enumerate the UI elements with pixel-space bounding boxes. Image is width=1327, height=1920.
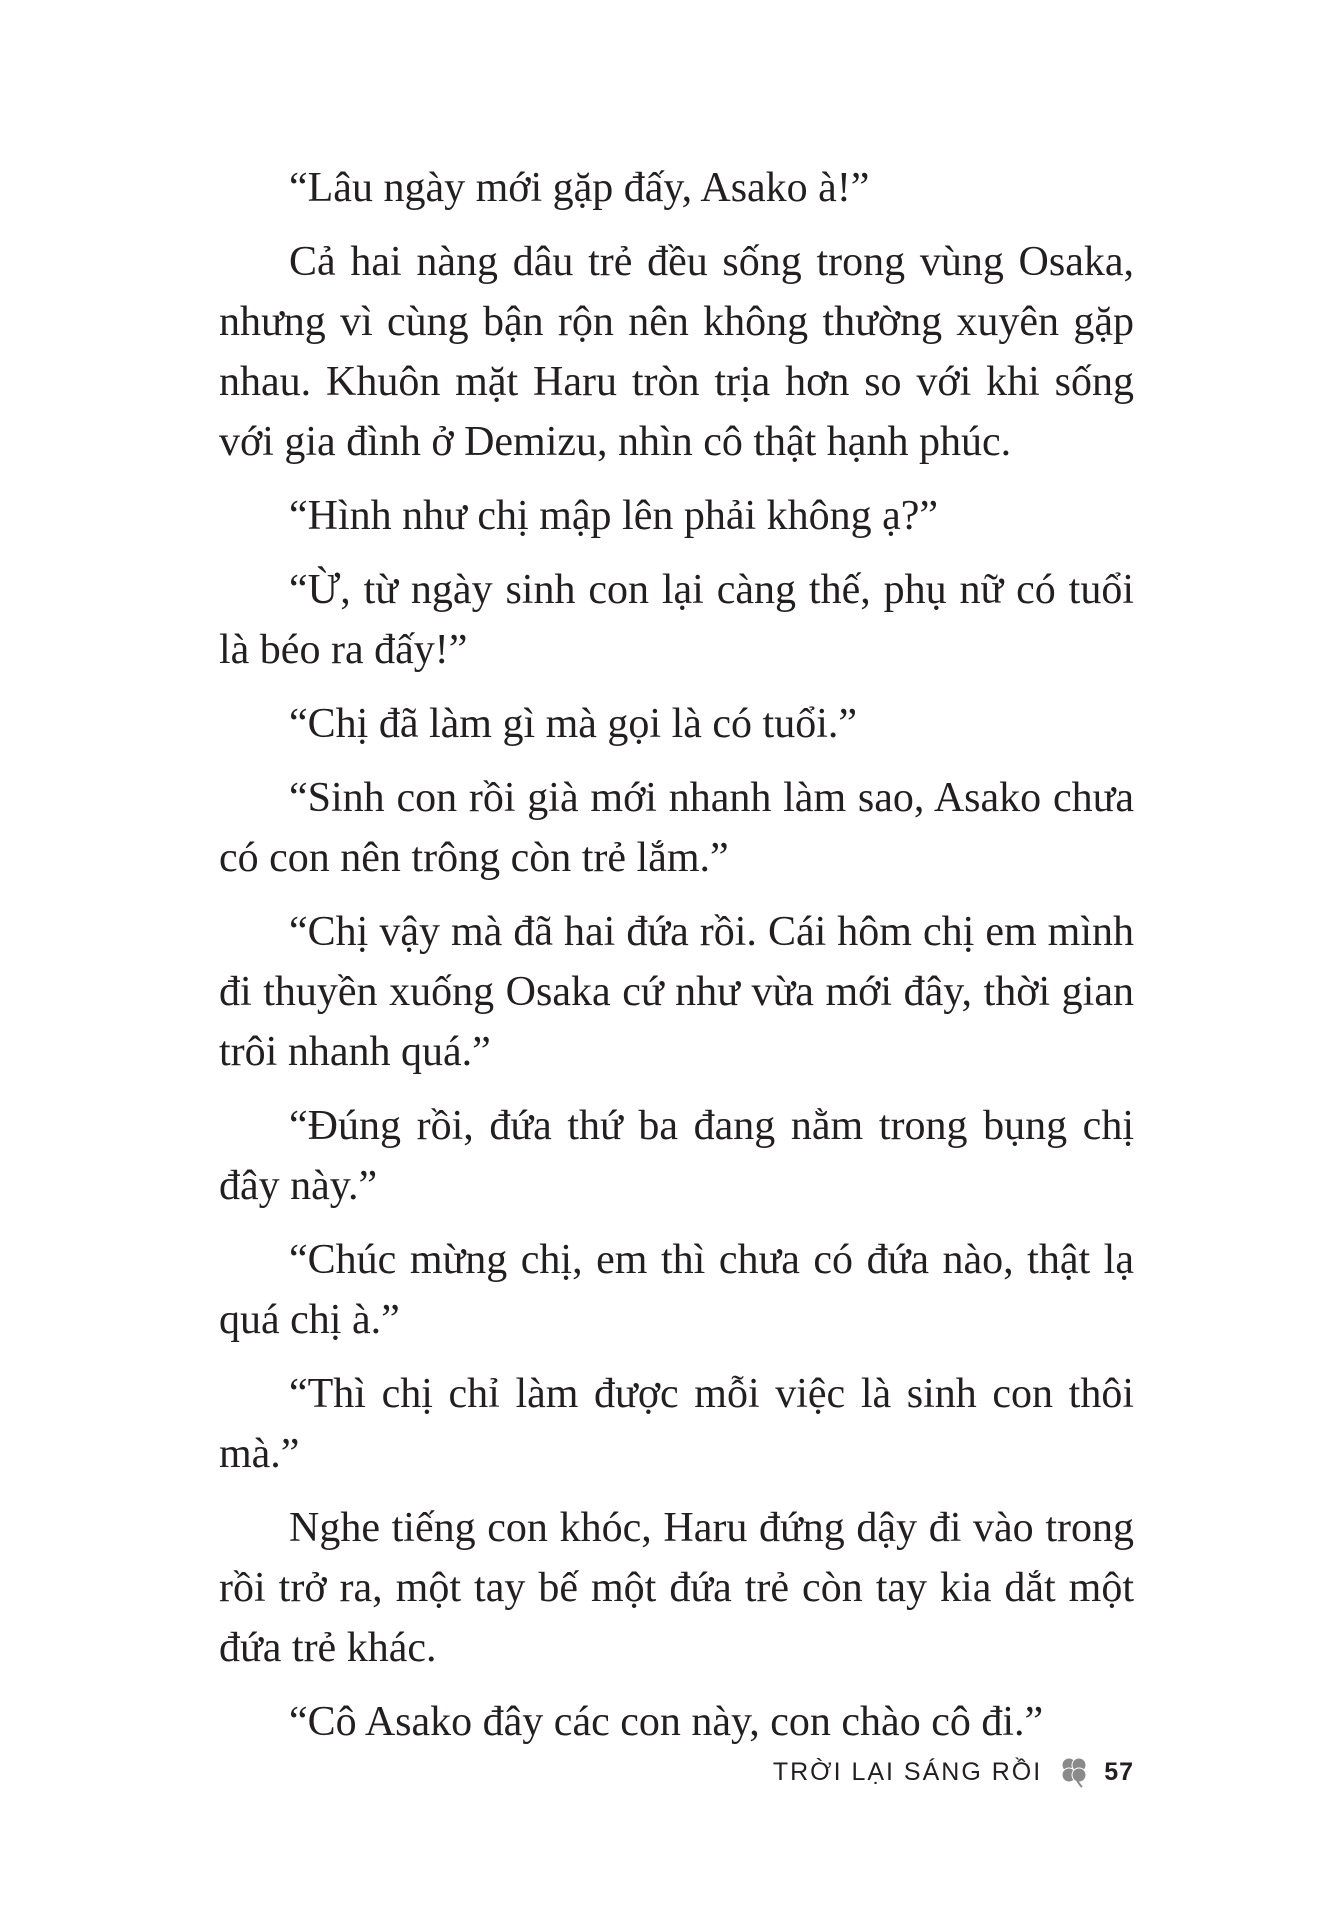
paragraph: “Thì chị chỉ làm được mỗi việc là sinh con thôi mà.” xyxy=(219,1371,1134,1477)
paragraph: “Chị vậy mà đã hai đứa rồi. Cái hôm chị em mình đi thuyền xuống Osaka cứ như vừa mới đây, thời gian trôi nhanh quá.” xyxy=(219,909,1134,1075)
clover-icon xyxy=(1056,1754,1092,1790)
book-title: TRỜI LẠI SÁNG RỒI xyxy=(772,1757,1043,1786)
running-footer xyxy=(773,1752,1134,1792)
paragraph: “Ừ, từ ngày sinh con lại càng thế, phụ nữ có tuổi là béo ra đấy!” xyxy=(219,567,1134,673)
page-number: 57 xyxy=(1104,1757,1134,1786)
paragraph: Cả hai nàng dâu trẻ đều sống trong vùng Osaka, nhưng vì cùng bận rộn nên không thường xuyên gặp nhau. Khuôn mặt Haru tròn trịa hơn so với khi sống với gia đình ở Demizu, nhìn cô thật hạnh phúc. xyxy=(219,239,1134,465)
paragraph: “Chị đã làm gì mà gọi là có tuổi.” xyxy=(289,701,858,747)
paragraph: “Cô Asako đây các con này, con chào cô đi.” xyxy=(289,1699,1044,1745)
paragraph: “Lâu ngày mới gặp đấy, Asako à!” xyxy=(289,165,870,211)
body-text xyxy=(219,158,1134,1766)
paragraph: “Hình như chị mập lên phải không ạ?” xyxy=(289,493,939,539)
paragraph: “Chúc mừng chị, em thì chưa có đứa nào, thật lạ quá chị à.” xyxy=(219,1237,1134,1343)
paragraph: Nghe tiếng con khóc, Haru đứng dậy đi vào trong rồi trở ra, một tay bế một đứa trẻ còn tay kia dắt một đứa trẻ khác. xyxy=(219,1505,1134,1671)
paragraph: “Đúng rồi, đứa thứ ba đang nằm trong bụng chị đây này.” xyxy=(219,1103,1134,1209)
paragraph: “Sinh con rồi già mới nhanh làm sao, Asako chưa có con nên trông còn trẻ lắm.” xyxy=(219,775,1134,881)
